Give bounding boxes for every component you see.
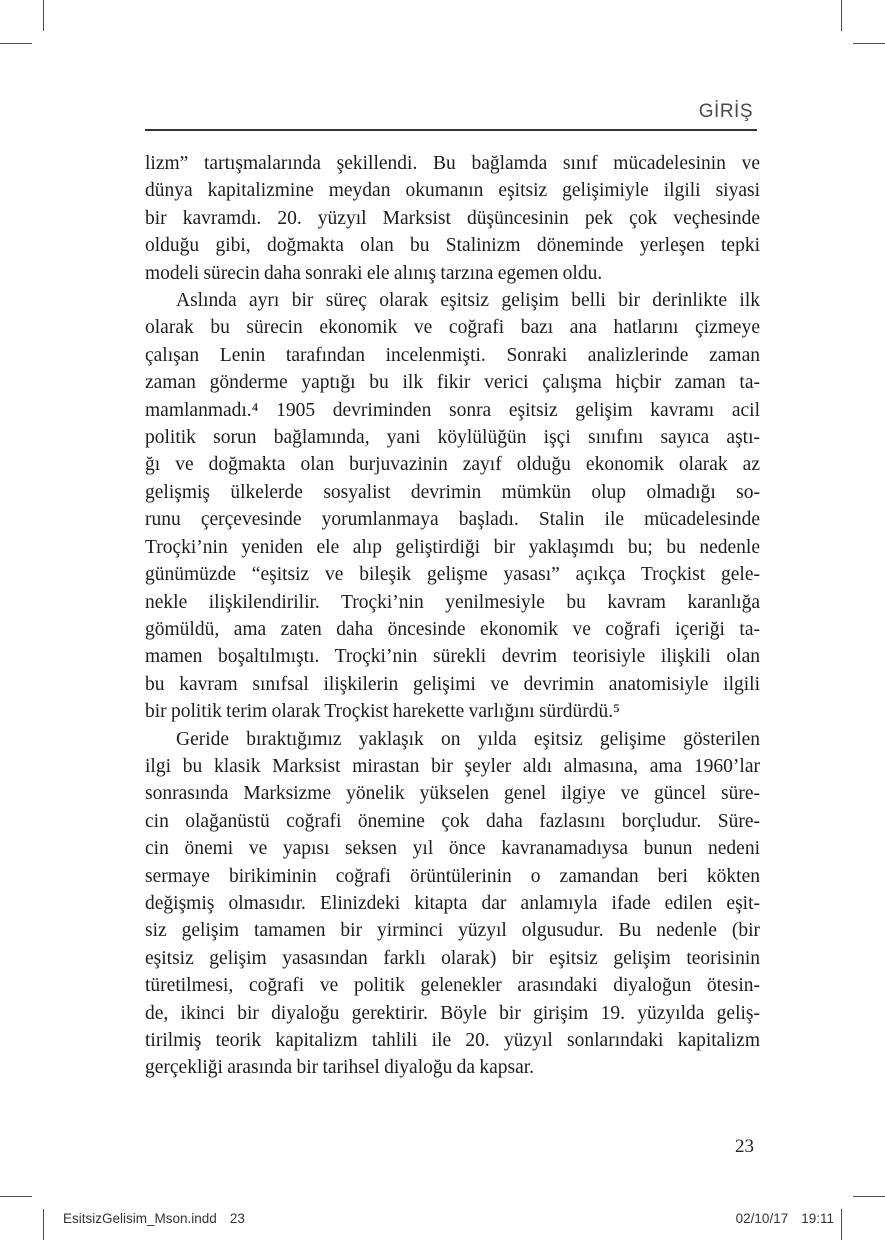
paragraph [145, 287, 760, 726]
text-line: dünya kapitalizmine meydan okumanın eşitsiz gelişimiyle ilgili siyasi [145, 180, 760, 202]
text-line: sonrasında Marksizme yönelik yükselen genel ilgiye ve güncel süre- [145, 783, 760, 805]
text-line: gömüldü, ama zaten daha öncesinde ekonomik ve coğrafi içeriği ta- [145, 618, 760, 640]
header-rule [145, 129, 757, 131]
text-line: gelişmiş ülkelerde sosyalist devrimin mümkün olup olmadığı so- [145, 481, 760, 503]
print-slug-timestamp [736, 1211, 834, 1226]
text-line: runu çerçevesinde yorumlanmaya başladı. Stalin ile mücadelesinde [145, 509, 760, 531]
text-line: politik sorun bağlamında, yani köylülüğün işçi sınıfını sayıca aştı- [145, 427, 760, 449]
text-line: mamlanmadı.⁴ 1905 devriminden sonra eşitsiz gelişim kavramı acil [145, 399, 760, 421]
text-line: modeli sürecin daha sonraki ele alınış tarzına egemen oldu. [145, 262, 603, 284]
page-number: 23 [735, 1136, 754, 1157]
text-line: lizm” tartışmalarında şekillendi. Bu bağlamda sınıf mücadelesinin ve [145, 153, 760, 174]
paragraph [145, 726, 760, 1082]
crop-mark-top-left-horizontal [0, 43, 32, 44]
text-line: Troçki’nin yeniden ele alıp geliştirdiği bir yaklaşımdı bu; bu nedenle [145, 536, 760, 558]
body-text [145, 150, 760, 1082]
crop-mark-top-right-horizontal [853, 43, 885, 44]
text-line: bir politik terim olarak Troçkist harekette varlığını sürdürdü.⁵ [145, 701, 620, 723]
crop-mark-bottom-left-vertical [43, 1209, 44, 1240]
slug-date: 02/10/17 [735, 1211, 789, 1226]
crop-mark-top-left-vertical [43, 0, 44, 31]
text-line: cin olağanüstü coğrafi önemine çok daha fazlasını borçludur. Süre- [145, 810, 760, 832]
text-line: de, ikinci bir diyaloğu gerektirir. Böyle bir girişim 19. yüzyılda geliş- [145, 1002, 760, 1024]
text-line: eşitsiz gelişim yasasından farklı olarak) bir eşitsiz gelişim teorisinin [145, 947, 760, 969]
text-line: zaman gönderme yaptığı bu ilk fikir verici çalışma hiçbir zaman ta- [145, 372, 760, 394]
text-line: olduğu gibi, doğmakta olan bu Stalinizm döneminde yerleşen tepki [145, 235, 760, 257]
crop-mark-bottom-left-horizontal [0, 1196, 32, 1197]
text-line: Geride bıraktığımız yaklaşık on yılda eşitsiz gelişime gösterilen [176, 728, 760, 750]
slug-page-ref: 23 [229, 1211, 245, 1226]
text-line: ilgi bu klasik Marksist mirastan bir şeyler aldı almasına, ama 1960’lar [145, 755, 760, 777]
slug-filename: EsitsizGelisim_Mson.indd [63, 1211, 217, 1226]
text-line: mamen boşaltılmıştı. Troçki’nin sürekli devrim teorisiyle ilişkili olan [145, 646, 760, 668]
text-line: değişmiş olmasıdır. Elinizdeki kitapta dar anlamıyla ifade edilen eşit- [145, 892, 760, 914]
text-line: ğı ve doğmakta olan burjuvazinin zayıf olduğu ekonomik olarak az [145, 454, 760, 476]
text-line: Aslında ayrı bir süreç olarak eşitsiz gelişim belli bir derinlikte ilk [176, 290, 760, 312]
text-line: tirilmiş teorik kapitalizm tahlili ile 20. yüzyıl sonlarındaki kapitalizm [145, 1030, 760, 1051]
crop-mark-bottom-right-vertical [841, 1209, 842, 1240]
text-line: bu kavram sınıfsal ilişkilerin gelişimi ve devrimin anatomisiyle ilgili [145, 673, 760, 695]
crop-mark-bottom-right-horizontal [853, 1196, 885, 1197]
text-line: nekle ilişkilendirilir. Troçki’nin yenilmesiyle bu kavram karanlığa [145, 591, 760, 613]
text-line: bir kavramdı. 20. yüzyıl Marksist düşüncesinin pek çok veçhesinde [145, 207, 760, 229]
print-slug-filename [63, 1211, 245, 1226]
chapter-running-head: GİRİŞ [698, 101, 753, 122]
text-line: çalışan Lenin tarafından incelenmişti. Sonraki analizlerinde zaman [145, 344, 760, 366]
text-line: siz gelişim tamamen bir yirminci yüzyıl olgusudur. Bu nedenle (bir [145, 920, 760, 942]
text-line: türetilmesi, coğrafi ve politik gelenekler arasındaki diyaloğun ötesin- [145, 975, 760, 997]
text-line: sermaye birikiminin coğrafi örüntülerinin o zamandan beri kökten [145, 865, 760, 887]
text-line: cin önemi ve yapısı seksen yıl önce kavranamadıysa bunun nedeni [145, 838, 760, 860]
text-line: olarak bu sürecin ekonomik ve coğrafi bazı ana hatlarını çizmeye [145, 317, 760, 339]
text-line: gerçekliği arasında bir tarihsel diyaloğu da kapsar. [145, 1057, 535, 1079]
text-line: günümüzde “eşitsiz ve bileşik gelişme yasası” açıkça Troçkist gele- [145, 564, 760, 586]
slug-time: 19:11 [801, 1211, 834, 1226]
paragraph [145, 150, 760, 287]
crop-mark-top-right-vertical [841, 0, 842, 31]
